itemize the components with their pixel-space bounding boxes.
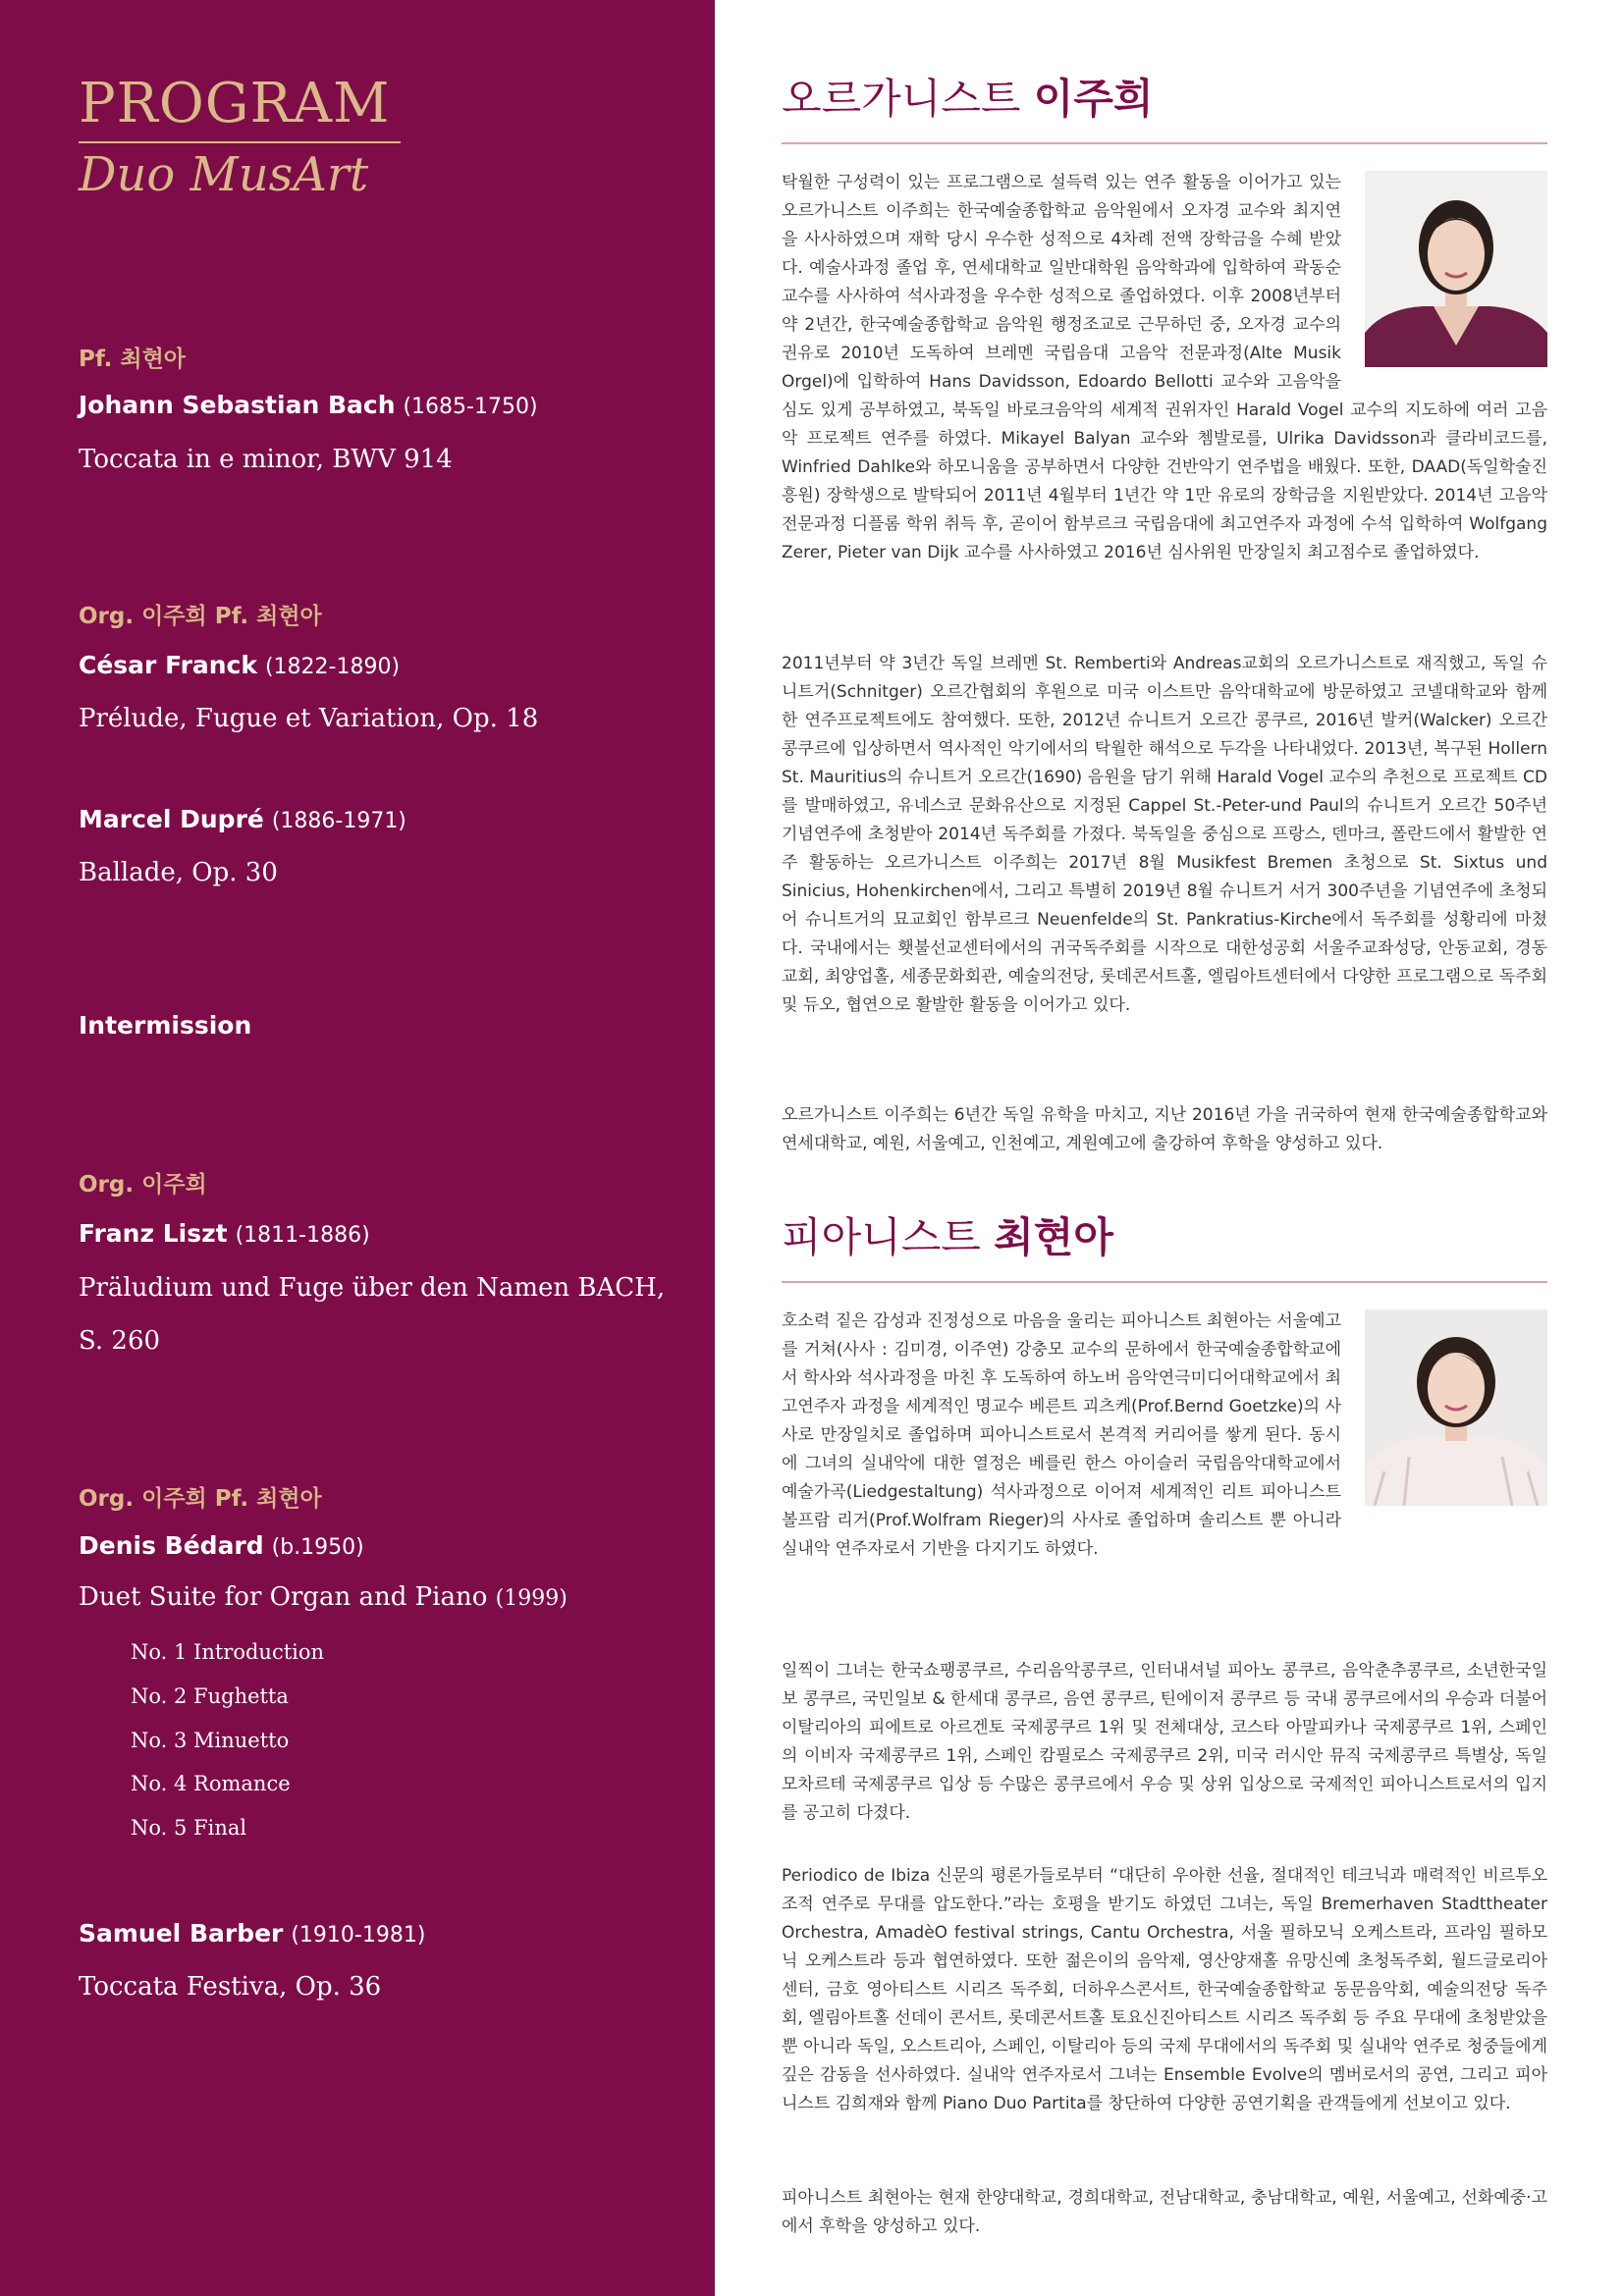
pianist-bio-paragraph: 일찍이 그녀는 한국쇼팽콩쿠르, 수리음악콩쿠르, 인터내셔널 피아노 콩쿠르, 음악춘추콩쿠르, 소년한국일보 콩쿠르, 국민일보 & 한세대 콩쿠르, 음연 콩쿠르, 틴에이저 콩쿠르 등 국내 콩쿠르에서의 우승과 더불어 이탈리아의 피에트로 아르겐토 국제콩쿠르 1위 및 전체대상, 코스타 아말피카나 국제콩쿠르 1위, 스페인의 이비자 국제콩쿠르 1위, 스페인 캄필로스 국제콩쿠르 2위, 미국 러시안 뮤직 국제콩쿠르 특별상, 독일 모차르테 국제콩쿠르 입상 등 수많은 콩쿠르에서 우승 및 상위 입상으로 국제적인 피아니스트로서의 입지를 공고히 다졌다. bbox=[782, 1661, 1547, 1823]
composer-line bbox=[79, 651, 400, 679]
movement-item: No. 3 Minuetto bbox=[131, 1729, 290, 1752]
organist-heading bbox=[782, 75, 1154, 123]
program-subtitle: Duo MusArt bbox=[79, 147, 369, 202]
organist-bio-paragraph: 2011년부터 약 3년간 독일 브레멘 St. Remberti와 Andreas교회의 오르가니스트로 재직했고, 독일 슈니트거(Schnitger) 오르간협회의 후원으로 미국 이스트만 음악대학교에 방문하였고 코넬대학교와 함께 한 연주프로젝트에도 참여했다. 또한, 2012년 슈니트거 오르간 콩쿠르, 2016년 발커(Walcker) 오르간 콩쿠르에 입상하면서 역사적인 악기에서의 탁월한 해석으로 두각을 나타내었다. 2013년, 복구된 Hollern St. Mauritius의 슈니트거 오르간(1690) 음원을 담기 위해 Harald Vogel 교수의 추천으로 프로젝트 CD를 발매하였고, 유네스코 문화유산으로 지정된 Cappel St.-Peter-und Paul의 슈니트거 오르간 50주년 기념연주에 초청받아 2014년 독주회를 가졌다. 북독일을 중심으로 프랑스, 덴마크, 폴란드에서 활발한 연주 활동하는 오르가니스트 이주희는 2017년 8월 Musikfest Bremen 초청으로 St. Sixtus und Sinicius, Hohenkirchen에서, 그리고 특별히 2019년 8월 슈니트거 서거 300주년을 기념연주에 초청되어 슈니트거의 묘교회인 함부르크 Neuenfelde의 St. Pankratius-Kirche에서 독주회를 성황리에 마쳤다. 국내에서는 횃불선교센터에서의 귀국독주회를 시작으로 대한성공회 서울주교좌성당, 안동교회, 경동교회, 최양업홀, 세종문화회관, 예술의전당, 롯데콘서트홀, 엘림아트센터에서 다양한 프로그램으로 독주회 및 듀오, 협연으로 활발한 활동을 이어가고 있다. bbox=[782, 654, 1548, 1015]
section-divider bbox=[782, 1281, 1547, 1283]
composer-line bbox=[79, 1219, 370, 1248]
performers-label: Org. 이주희 Pf. 최현아 bbox=[79, 1486, 322, 1512]
composer-line bbox=[79, 1531, 364, 1560]
organist-bio-paragraph: 오르가니스트 이주희는 6년간 독일 유학을 마치고, 지난 2016년 가을 귀국하여 현재 한국예술종합학교와 연세대학교, 예원, 서울예고, 인천예고, 계원예고에 출강하여 후학을 양성하고 있다. bbox=[782, 1105, 1547, 1153]
pianist-bio-paragraph bbox=[782, 1308, 1547, 1564]
composer-name: Denis Bédard bbox=[79, 1531, 264, 1560]
paragraph-text: 탁월한 구성력이 있는 프로그램으로 설득력 있는 연주 활동을 이어가고 있는 오르가니스트 이주희는 한국예술종합학교 음악원에서 오자경 교수와 최지연을 사사하였으며 재학 당시 우수한 성적으로 4차례 전액 장학금을 수혜 받았다. 예술사과정 졸업 후, 연세대학교 일반대학원 음악학과에 입학하여 곽동순 교수를 사사하여 석사과정을 우수한 성적으로 졸업하였다. 이후 2008년부터 약 2년간, 한국예술종합학교 음악원 행정조교로 근무하던 중, 오자경 교수의 권유로 2010년 도독하여 브레멘 국립음대 고음악 전문과정(Alte Musik Orgel)에 입학하여 Hans Davidsson, Edoardo Bellotti 교수와 고음악을 심도 있게 공부하였고, 북독일 바로크음악의 세계적 권위자인 Harald Vogel 교수의 지도하에 여러 고음악 프로젝트 연주를 하였다. Mikayel Balyan 교수와 쳄발로를, Ulrika Davidsson과 클라비코드를, Winfried Dahlke와 하모니움을 공부하면서 다양한 건반악기 연주법을 배웠다. 또한, DAAD(독일학술진흥원) 장학생으로 발탁되어 2011년 4월부터 1년간 약 1만 유로의 장학금을 지원받았다. 2014년 고음악 전문과정 디플롬 학위 취득 후, 곧이어 함부르크 국립음대에 최고연주자 과정에 수석 입학하여 Wolfgang Zerer, Pieter van Dijk 교수를 사사하였고 2016년 심사위원 만장일치 최고점수로 졸업하였다. bbox=[782, 173, 1547, 562]
program-title: PROGRAM bbox=[79, 72, 391, 135]
performers-label: Pf. 최현아 bbox=[79, 347, 187, 372]
composer-name: César Franck bbox=[79, 651, 258, 679]
organist-photo bbox=[1365, 171, 1547, 367]
composer-years: (1910-1981) bbox=[291, 1923, 426, 1948]
composer-line bbox=[79, 805, 406, 833]
paragraph-text: 호소력 짙은 감성과 진정성으로 마음을 울리는 피아니스트 최현아는 서울예고를 거쳐(사사 : 김미경, 이주연) 강충모 교수의 문하에서 한국예술종합학교에서 학사와 석사과정을 마친 후 도독하여 하노버 음악연극미디어대학교에서 최고연주자 과정을 세계적인 명교수 베른트 괴츠케(Prof.Bernd Goetzke)의 사사로 만장일치로 졸업하며 피아니스트로서 본격적 커리어를 쌓게 된다. 동시에 그녀의 실내악에 대한 열정은 베를린 한스 아이슬러 국립음악대학교에서 예술가곡(Liedgestaltung) 석사과정으로 이어져 세계적인 리트 피아니스트 볼프람 리거(Prof.Wolfram Rieger)의 사사로 졸업하며 솔리스트 뿐 아니라 실내악 연주자로서 기반을 다지기도 하였다. bbox=[782, 1311, 1341, 1559]
composer-name: Johann Sebastian Bach bbox=[79, 391, 396, 419]
pianist-bio-paragraph: Periodico de Ibiza 신문의 평론가들로부터 “대단히 우아한 선율, 절대적인 테크닉과 매력적인 비르투오조적 연주로 무대를 압도한다.”라는 호평을 받기도 하였던 그녀는, 독일 Bremerhaven Stadttheater Orchestra, AmadèO festival strings, Cantu Orchestra, 서울 필하모닉 오케스트라, 프라임 필하모닉 오케스트라 등과 협연하였다. 또한 젊은이의 음악제, 영산양재홀 유망신예 초청독주회, 월드글로리아 센터, 금호 영아티스트 시리즈 독주회, 더하우스콘서트, 한국예술종합학교 동문음악회, 예술의전당 독주회, 엘림아트홀 선데이 콘서트, 롯데콘서트홀 토요신진아티스트 시리즈 독주회 등 주요 무대에 초청받았을 뿐 아니라 독일, 오스트리아, 스페인, 이탈리아 등의 국제 무대에서의 독주회 및 실내악 연주로 청중들에게 깊은 감동을 선사하였다. 실내악 연주자로서 그녀는 Ensemble Evolve의 멤버로서의 공연, 그리고 피아니스트 김희재와 함께 Piano Duo Partita를 창단하여 다양한 공연기획을 관객들에게 선보이고 있다. bbox=[782, 1866, 1547, 2113]
portrait-image bbox=[1365, 1309, 1547, 1506]
heading-name: 최현아 bbox=[994, 1213, 1113, 1261]
work-title: Ballade, Op. 30 bbox=[79, 858, 278, 887]
composer-years: (1822-1890) bbox=[264, 655, 401, 679]
portrait-image bbox=[1365, 171, 1547, 367]
composer-line bbox=[79, 1919, 425, 1948]
performers-label: Org. 이주희 Pf. 최현아 bbox=[79, 604, 322, 629]
movement-item: No. 1 Introduction bbox=[131, 1640, 325, 1664]
work-title: Präludium und Fuge über den Namen BACH, S. 260 bbox=[79, 1273, 666, 1356]
composer-name: Franz Liszt bbox=[79, 1219, 228, 1248]
work-title: Toccata Festiva, Op. 36 bbox=[79, 1972, 382, 2002]
program-panel bbox=[0, 0, 715, 2296]
movement-item: No. 2 Fughetta bbox=[131, 1684, 289, 1708]
heading-name: 이주희 bbox=[1033, 75, 1154, 123]
section-divider bbox=[782, 142, 1547, 144]
pianist-heading bbox=[782, 1213, 1113, 1261]
intermission-label: Intermission bbox=[79, 1011, 252, 1040]
composer-years: (1685-1750) bbox=[403, 395, 538, 419]
performers-label: Org. 이주희 bbox=[79, 1172, 207, 1198]
composer-name: Samuel Barber bbox=[79, 1919, 284, 1948]
composer-line bbox=[79, 391, 538, 419]
work-name: Duet Suite for Organ and Piano bbox=[79, 1582, 488, 1612]
work-title bbox=[79, 1571, 568, 1626]
composer-name: Marcel Dupré bbox=[79, 805, 264, 833]
movement-item: No. 4 Romance bbox=[131, 1772, 291, 1795]
pianist-photo bbox=[1365, 1309, 1547, 1506]
composer-years: (1811-1886) bbox=[235, 1223, 370, 1248]
work-title: Prélude, Fugue et Variation, Op. 18 bbox=[79, 704, 539, 733]
organist-bio-paragraph bbox=[782, 169, 1547, 567]
composer-years: (1886-1971) bbox=[271, 809, 406, 833]
heading-role: 오르가니스트 bbox=[782, 75, 1034, 123]
pianist-bio-paragraph: 피아니스트 최현아는 현재 한양대학교, 경희대학교, 전남대학교, 충남대학교, 예원, 서울예고, 선화예중·고에서 후학을 양성하고 있다. bbox=[782, 2188, 1547, 2236]
work-year: (1999) bbox=[495, 1586, 568, 1611]
heading-role: 피아니스트 bbox=[782, 1213, 995, 1261]
work-title: Toccata in e minor, BWV 914 bbox=[79, 445, 453, 474]
movement-item: No. 5 Final bbox=[131, 1816, 247, 1840]
program-title-rule bbox=[79, 141, 401, 143]
composer-years: (b.1950) bbox=[271, 1535, 364, 1560]
